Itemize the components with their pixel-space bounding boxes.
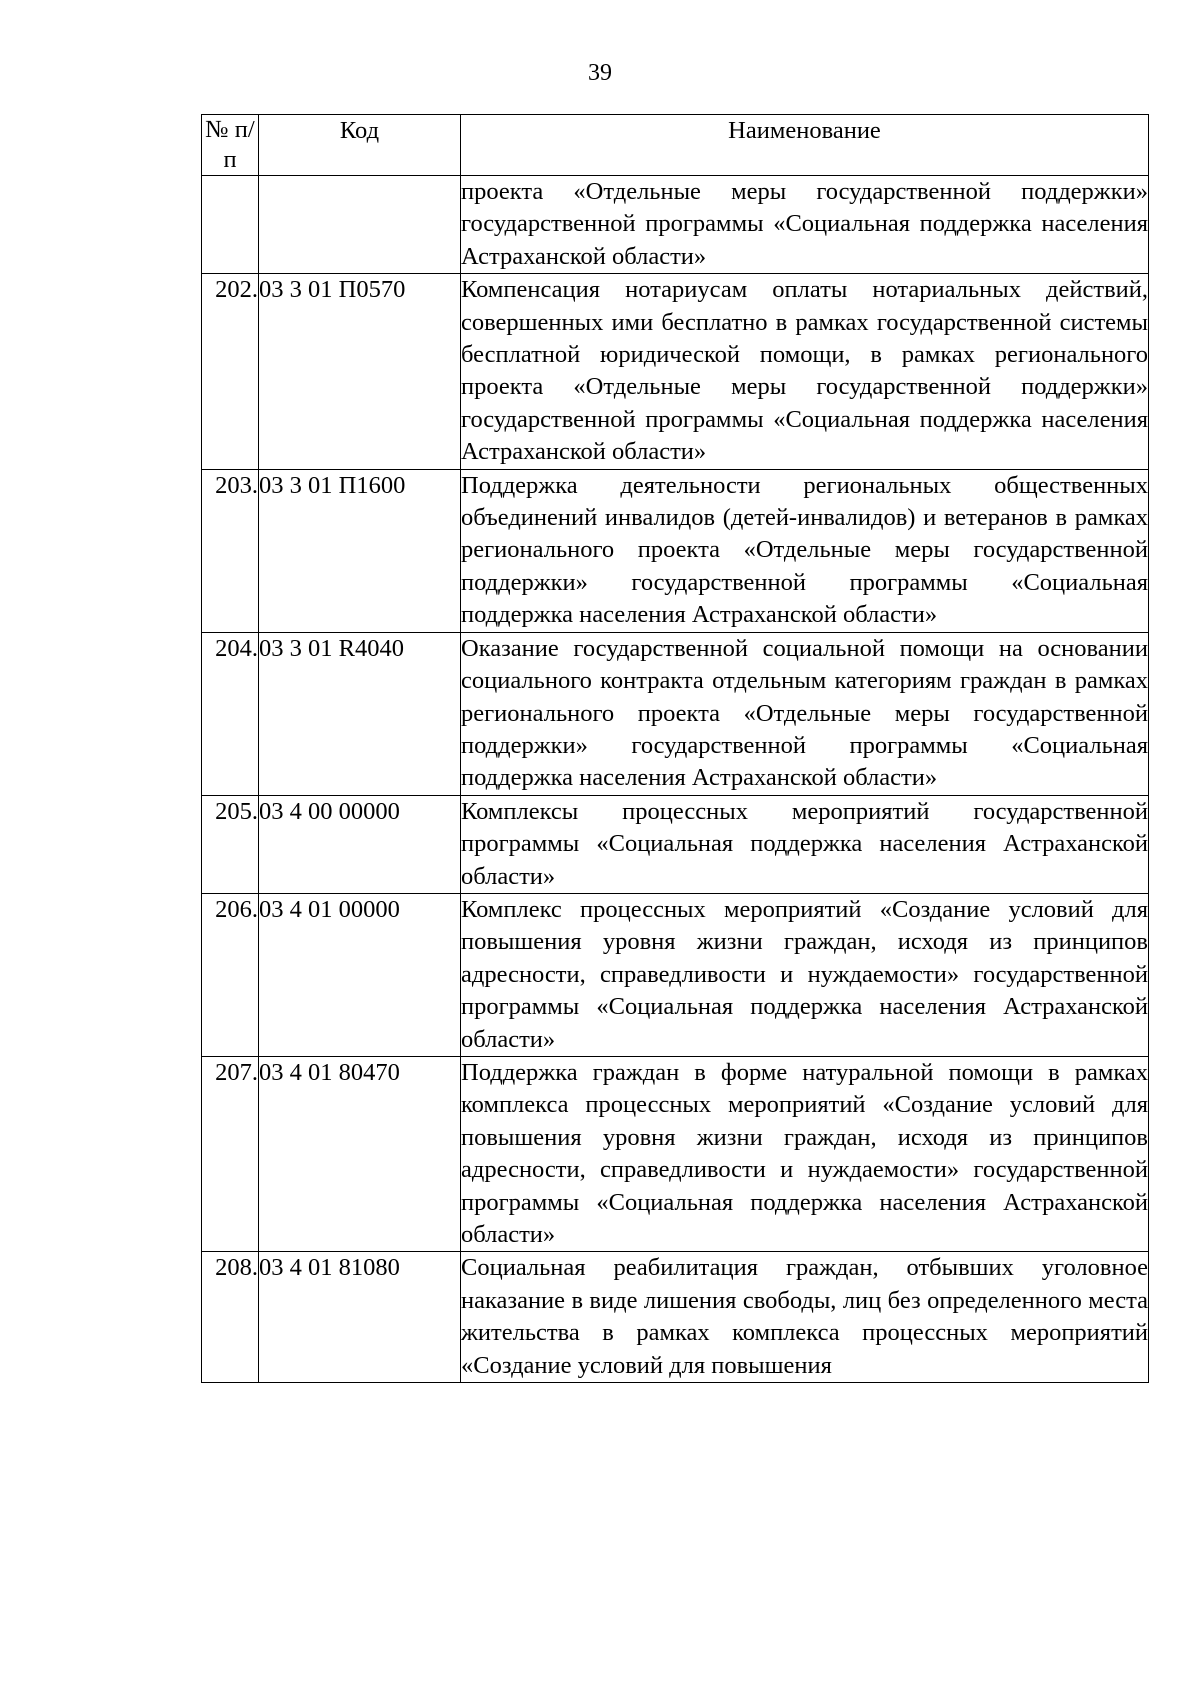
- row-num: 203.: [202, 469, 259, 632]
- table-row: [202, 274, 1149, 469]
- row-num: [202, 176, 259, 274]
- row-code: 03 4 01 00000: [259, 893, 461, 1056]
- table-row: [202, 795, 1149, 893]
- row-num: 202.: [202, 274, 259, 469]
- row-name: Поддержка граждан в форме натуральной помощи в рамках комплекса процессных мероприятий «Создание условий для повышения уровня жизни граждан, исходя из принципов адресности, справедливости и нуждаемости» государственной программы «Социальная поддержка населения Астраханской области»: [461, 1056, 1149, 1251]
- table-row: [202, 893, 1149, 1056]
- table-row: [202, 176, 1149, 274]
- row-num: 206.: [202, 893, 259, 1056]
- header-num: № п/п: [202, 115, 259, 176]
- row-num: 205.: [202, 795, 259, 893]
- row-num: 204.: [202, 632, 259, 795]
- table-row: [202, 632, 1149, 795]
- header-name: Наименование: [461, 115, 1149, 176]
- row-code: 03 4 00 00000: [259, 795, 461, 893]
- header-code: Код: [259, 115, 461, 176]
- row-code: 03 4 01 80470: [259, 1056, 461, 1251]
- row-name: Комплекс процессных мероприятий «Создание условий для повышения уровня жизни граждан, исходя из принципов адресности, справедливости и нуждаемости» государственной программы «Социальная поддержка населения Астраханской области»: [461, 893, 1149, 1056]
- table-row: [202, 1056, 1149, 1251]
- row-name: Комплексы процессных мероприятий государственной программы «Социальная поддержка населения Астраханской области»: [461, 795, 1149, 893]
- table-row: [202, 469, 1149, 632]
- row-code: 03 3 01 П1600: [259, 469, 461, 632]
- row-name: Оказание государственной социальной помощи на основании социального контракта отдельным категориям граждан в рамках регионального проекта «Отдельные меры государственной поддержки» государственной программы «Социальная поддержка населения Астраханской области»: [461, 632, 1149, 795]
- row-name: проекта «Отдельные меры государственной поддержки» государственной программы «Социальная поддержка населения Астраханской области»: [461, 176, 1149, 274]
- row-name: Социальная реабилитация граждан, отбывших уголовное наказание в виде лишения свободы, лиц без определенного места жительства в рамках комплекса процессных мероприятий «Создание условий для повышения: [461, 1252, 1149, 1383]
- row-code: 03 3 01 П0570: [259, 274, 461, 469]
- row-code: 03 3 01 R4040: [259, 632, 461, 795]
- table-row: [202, 1252, 1149, 1383]
- classification-table: [201, 114, 1149, 1383]
- row-code: 03 4 01 81080: [259, 1252, 461, 1383]
- row-code: [259, 176, 461, 274]
- row-name: Поддержка деятельности региональных общественных объединений инвалидов (детей-инвалидов) и ветеранов в рамках регионального проекта «Отдельные меры государственной поддержки» государственной программы «Социальная поддержка населения Астраханской области»: [461, 469, 1149, 632]
- table-header-row: [202, 115, 1149, 176]
- row-num: 208.: [202, 1252, 259, 1383]
- row-name: Компенсация нотариусам оплаты нотариальных действий, совершенных ими бесплатно в рамках государственной системы бесплатной юридической помощи, в рамках регионального проекта «Отдельные меры государственной поддержки» государственной программы «Социальная поддержка населения Астраханской области»: [461, 274, 1149, 469]
- page-number: 39: [588, 60, 612, 86]
- row-num: 207.: [202, 1056, 259, 1251]
